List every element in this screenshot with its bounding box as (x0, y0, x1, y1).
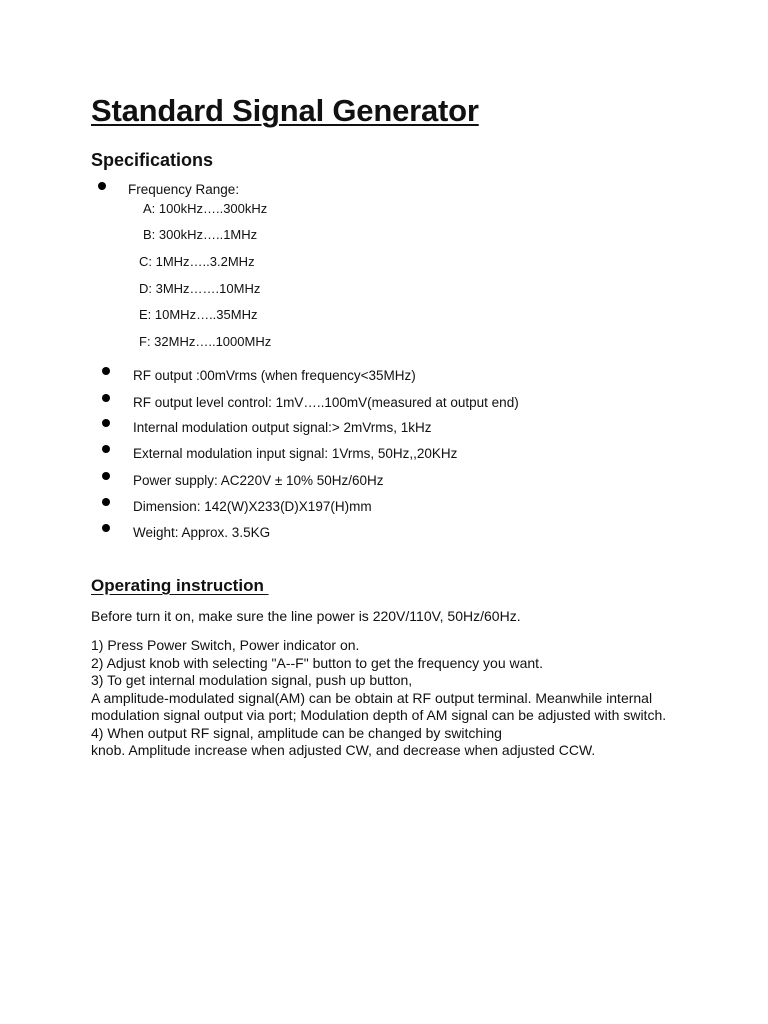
instruction-line: 1) Press Power Switch, Power indicator on. (91, 637, 360, 653)
instruction-line: 3) To get internal modulation signal, push up button, (91, 672, 413, 688)
specifications-heading: Specifications (91, 150, 214, 170)
frequency-range-label: Frequency Range: (128, 182, 240, 197)
bullet-icon (102, 472, 110, 480)
bullet-icon (102, 394, 110, 402)
bullet-icon (102, 524, 110, 532)
spec-item-rf-level-control: RF output level control: 1mV…..100mV(measured at output end) (133, 395, 519, 410)
instruction-line: A amplitude-modulated signal(AM) can be obtain at RF output terminal. Meanwhile internal (91, 690, 653, 706)
frequency-range-item: F: 32MHz…..1000MHz (139, 334, 272, 349)
bullet-icon (102, 419, 110, 427)
instruction-line: 2) Adjust knob with selecting "A--F" button to get the frequency you want. (91, 655, 543, 671)
instruction-line: modulation signal output via port; Modulation depth of AM signal can be adjusted with switch. (91, 707, 667, 723)
instruction-line: 4) When output RF signal, amplitude can be changed by switching (91, 725, 502, 741)
frequency-range-item: D: 3MHz…….10MHz (139, 281, 261, 296)
spec-item-power-supply: Power supply: AC220V ± 10% 50Hz/60Hz (133, 473, 384, 488)
spec-item-external-modulation: External modulation input signal: 1Vrms, 50Hz,,20KHz (133, 446, 458, 461)
bullet-icon (102, 367, 110, 375)
frequency-range-item: E: 10MHz…..35MHz (139, 307, 258, 322)
spec-item-internal-modulation: Internal modulation output signal:> 2mVrms, 1kHz (133, 420, 432, 435)
bullet-icon (98, 182, 106, 190)
frequency-range-item: B: 300kHz…..1MHz (143, 227, 258, 242)
bullet-icon (102, 498, 110, 506)
spec-item-dimension: Dimension: 142(W)X233(D)X197(H)mm (133, 499, 372, 514)
frequency-range-item: A: 100kHz…..300kHz (143, 201, 268, 216)
frequency-range-item: C: 1MHz…..3.2MHz (139, 254, 255, 269)
operating-instruction-heading: Operating instruction (91, 576, 269, 595)
spec-item-weight: Weight: Approx. 3.5KG (133, 525, 271, 540)
bullet-icon (102, 445, 110, 453)
instruction-line: knob. Amplitude increase when adjusted CW, and decrease when adjusted CCW. (91, 742, 596, 758)
spec-item-rf-output: RF output :00mVrms (when frequency<35MHz) (133, 368, 416, 383)
document-title: Standard Signal Generator (91, 93, 479, 128)
operating-intro: Before turn it on, make sure the line power is 220V/110V, 50Hz/60Hz. (91, 608, 521, 624)
